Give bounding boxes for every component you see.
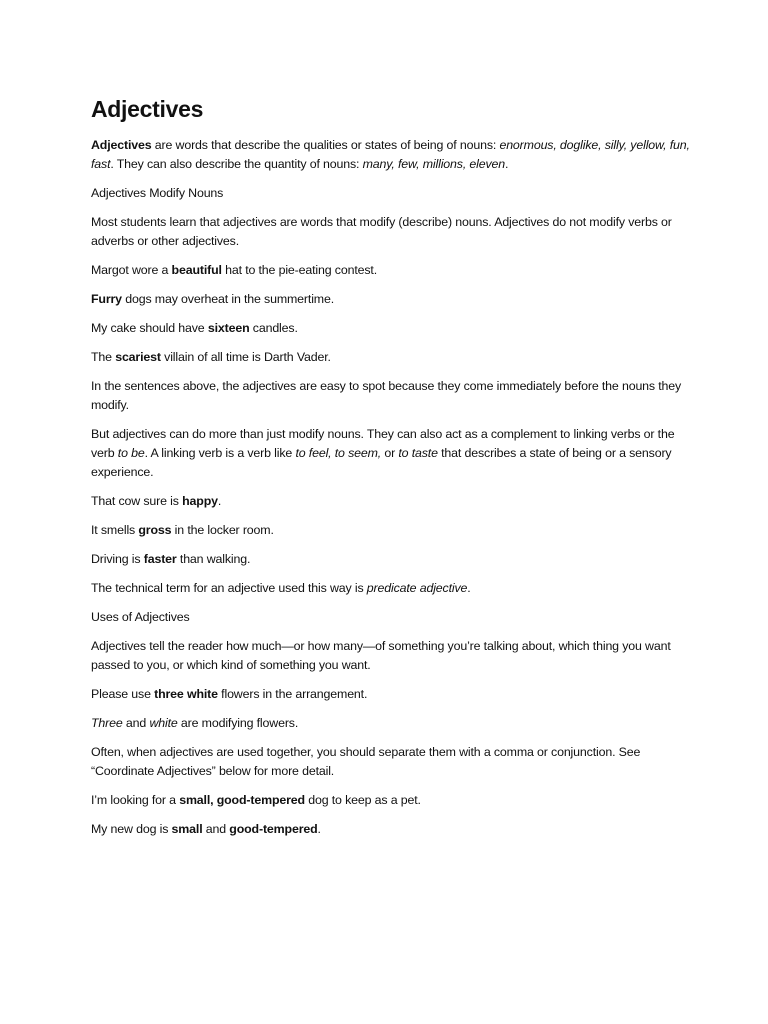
paragraph-coordinate: Often, when adjectives are used together, you should separate them with a comma or conjunction. See “Coordinate Adjectives” below for more detail.: [91, 745, 641, 778]
example-text: My cake should have: [91, 321, 208, 335]
example-text: Please use: [91, 687, 155, 701]
example-text: and: [202, 822, 230, 836]
example-cake: [91, 319, 691, 338]
intro-examples-1: enormous, doglike, silly, yellow, fun, fast: [91, 138, 690, 171]
example-text: That cow sure is: [91, 494, 183, 508]
section-heading-modify: Adjectives Modify Nouns: [91, 186, 224, 200]
example-text: Margot wore a: [91, 263, 172, 277]
example-smells: [91, 521, 691, 540]
example-adjective: small, good-tempered: [179, 793, 305, 807]
paragraph-uses: Adjectives tell the reader how much—or how many—of something you’re talking about, which thing you want passed to you, or which kind of something you want.: [91, 639, 671, 672]
example-margot: [91, 261, 691, 280]
example-text: than walking.: [176, 552, 251, 566]
example-flowers: [91, 685, 691, 704]
example-adjective: sixteen: [207, 321, 250, 335]
predicate-text-1: The technical term for an adjective used this way is: [91, 581, 367, 595]
example-adjective: small: [171, 822, 203, 836]
example-text: flowers in the arrangement.: [217, 687, 368, 701]
example-text: My new dog is: [91, 822, 172, 836]
paragraph-spot: In the sentences above, the adjectives are easy to spot because they come immediately before the nouns they modify.: [91, 379, 682, 412]
intro-text-2: . They can also describe the quantity of nouns:: [110, 157, 363, 171]
example-text: dog to keep as a pet.: [304, 793, 421, 807]
paragraph-linking: [91, 425, 691, 482]
intro-text-1: are words that describe the qualities or states of being of nouns:: [151, 138, 500, 152]
linking-italic-3: to taste: [398, 446, 438, 460]
predicate-text-2: .: [467, 581, 471, 595]
intro-text-3: .: [505, 157, 509, 171]
example-modifying: [91, 714, 691, 733]
example-adjective: good-tempered: [229, 822, 318, 836]
example-text: in the locker room.: [171, 523, 274, 537]
example-text: and: [122, 716, 150, 730]
linking-text-3: or: [381, 446, 399, 460]
example-furry: [91, 290, 691, 309]
linking-text-1: But adjectives can do more than just modify nouns. They can also act as a complement to linking verbs or the verb: [91, 427, 675, 460]
example-text: are modifying flowers.: [177, 716, 299, 730]
example-adjective: scariest: [115, 350, 161, 364]
example-adjective: happy: [182, 494, 218, 508]
intro-examples-2: many, few, millions, eleven: [362, 157, 506, 171]
example-adjective: three white: [154, 687, 218, 701]
example-looking: [91, 791, 691, 810]
example-text: I’m looking for a: [91, 793, 180, 807]
example-italic: Three: [91, 716, 123, 730]
linking-italic-2: to feel, to seem,: [295, 446, 382, 460]
example-villain: [91, 348, 691, 367]
document-body: [91, 96, 691, 849]
linking-italic-1: to be: [117, 446, 145, 460]
example-text: Driving is: [91, 552, 144, 566]
example-adjective: Furry: [91, 292, 122, 306]
paragraph-modify: Most students learn that adjectives are words that modify (describe) nouns. Adjectives do not modify verbs or adverbs or other adjectives.: [91, 215, 672, 248]
example-text: candles.: [249, 321, 298, 335]
page-title: Adjectives: [91, 96, 204, 122]
linking-text-4: that describes a state of being or a sensory experience.: [91, 446, 672, 479]
paragraph-predicate: [91, 579, 691, 598]
example-italic: white: [149, 716, 178, 730]
example-text: .: [317, 822, 321, 836]
example-text: villain of all time is Darth Vader.: [160, 350, 331, 364]
example-text: It smells: [91, 523, 139, 537]
example-text: dogs may overheat in the summertime.: [121, 292, 335, 306]
example-adjective: faster: [143, 552, 177, 566]
section-heading-uses: Uses of Adjectives: [91, 610, 190, 624]
intro-term: Adjectives: [91, 138, 152, 152]
linking-text-2: . A linking verb is a verb like: [144, 446, 296, 460]
example-adjective: gross: [138, 523, 172, 537]
example-text: hat to the pie-eating contest.: [221, 263, 377, 277]
example-text: .: [217, 494, 222, 508]
example-newdog: [91, 820, 691, 839]
example-driving: [91, 550, 691, 569]
example-cow: [91, 492, 691, 511]
example-text: The: [91, 350, 116, 364]
predicate-term: predicate adjective: [366, 581, 468, 595]
example-adjective: beautiful: [171, 263, 222, 277]
intro-paragraph: [91, 136, 691, 174]
